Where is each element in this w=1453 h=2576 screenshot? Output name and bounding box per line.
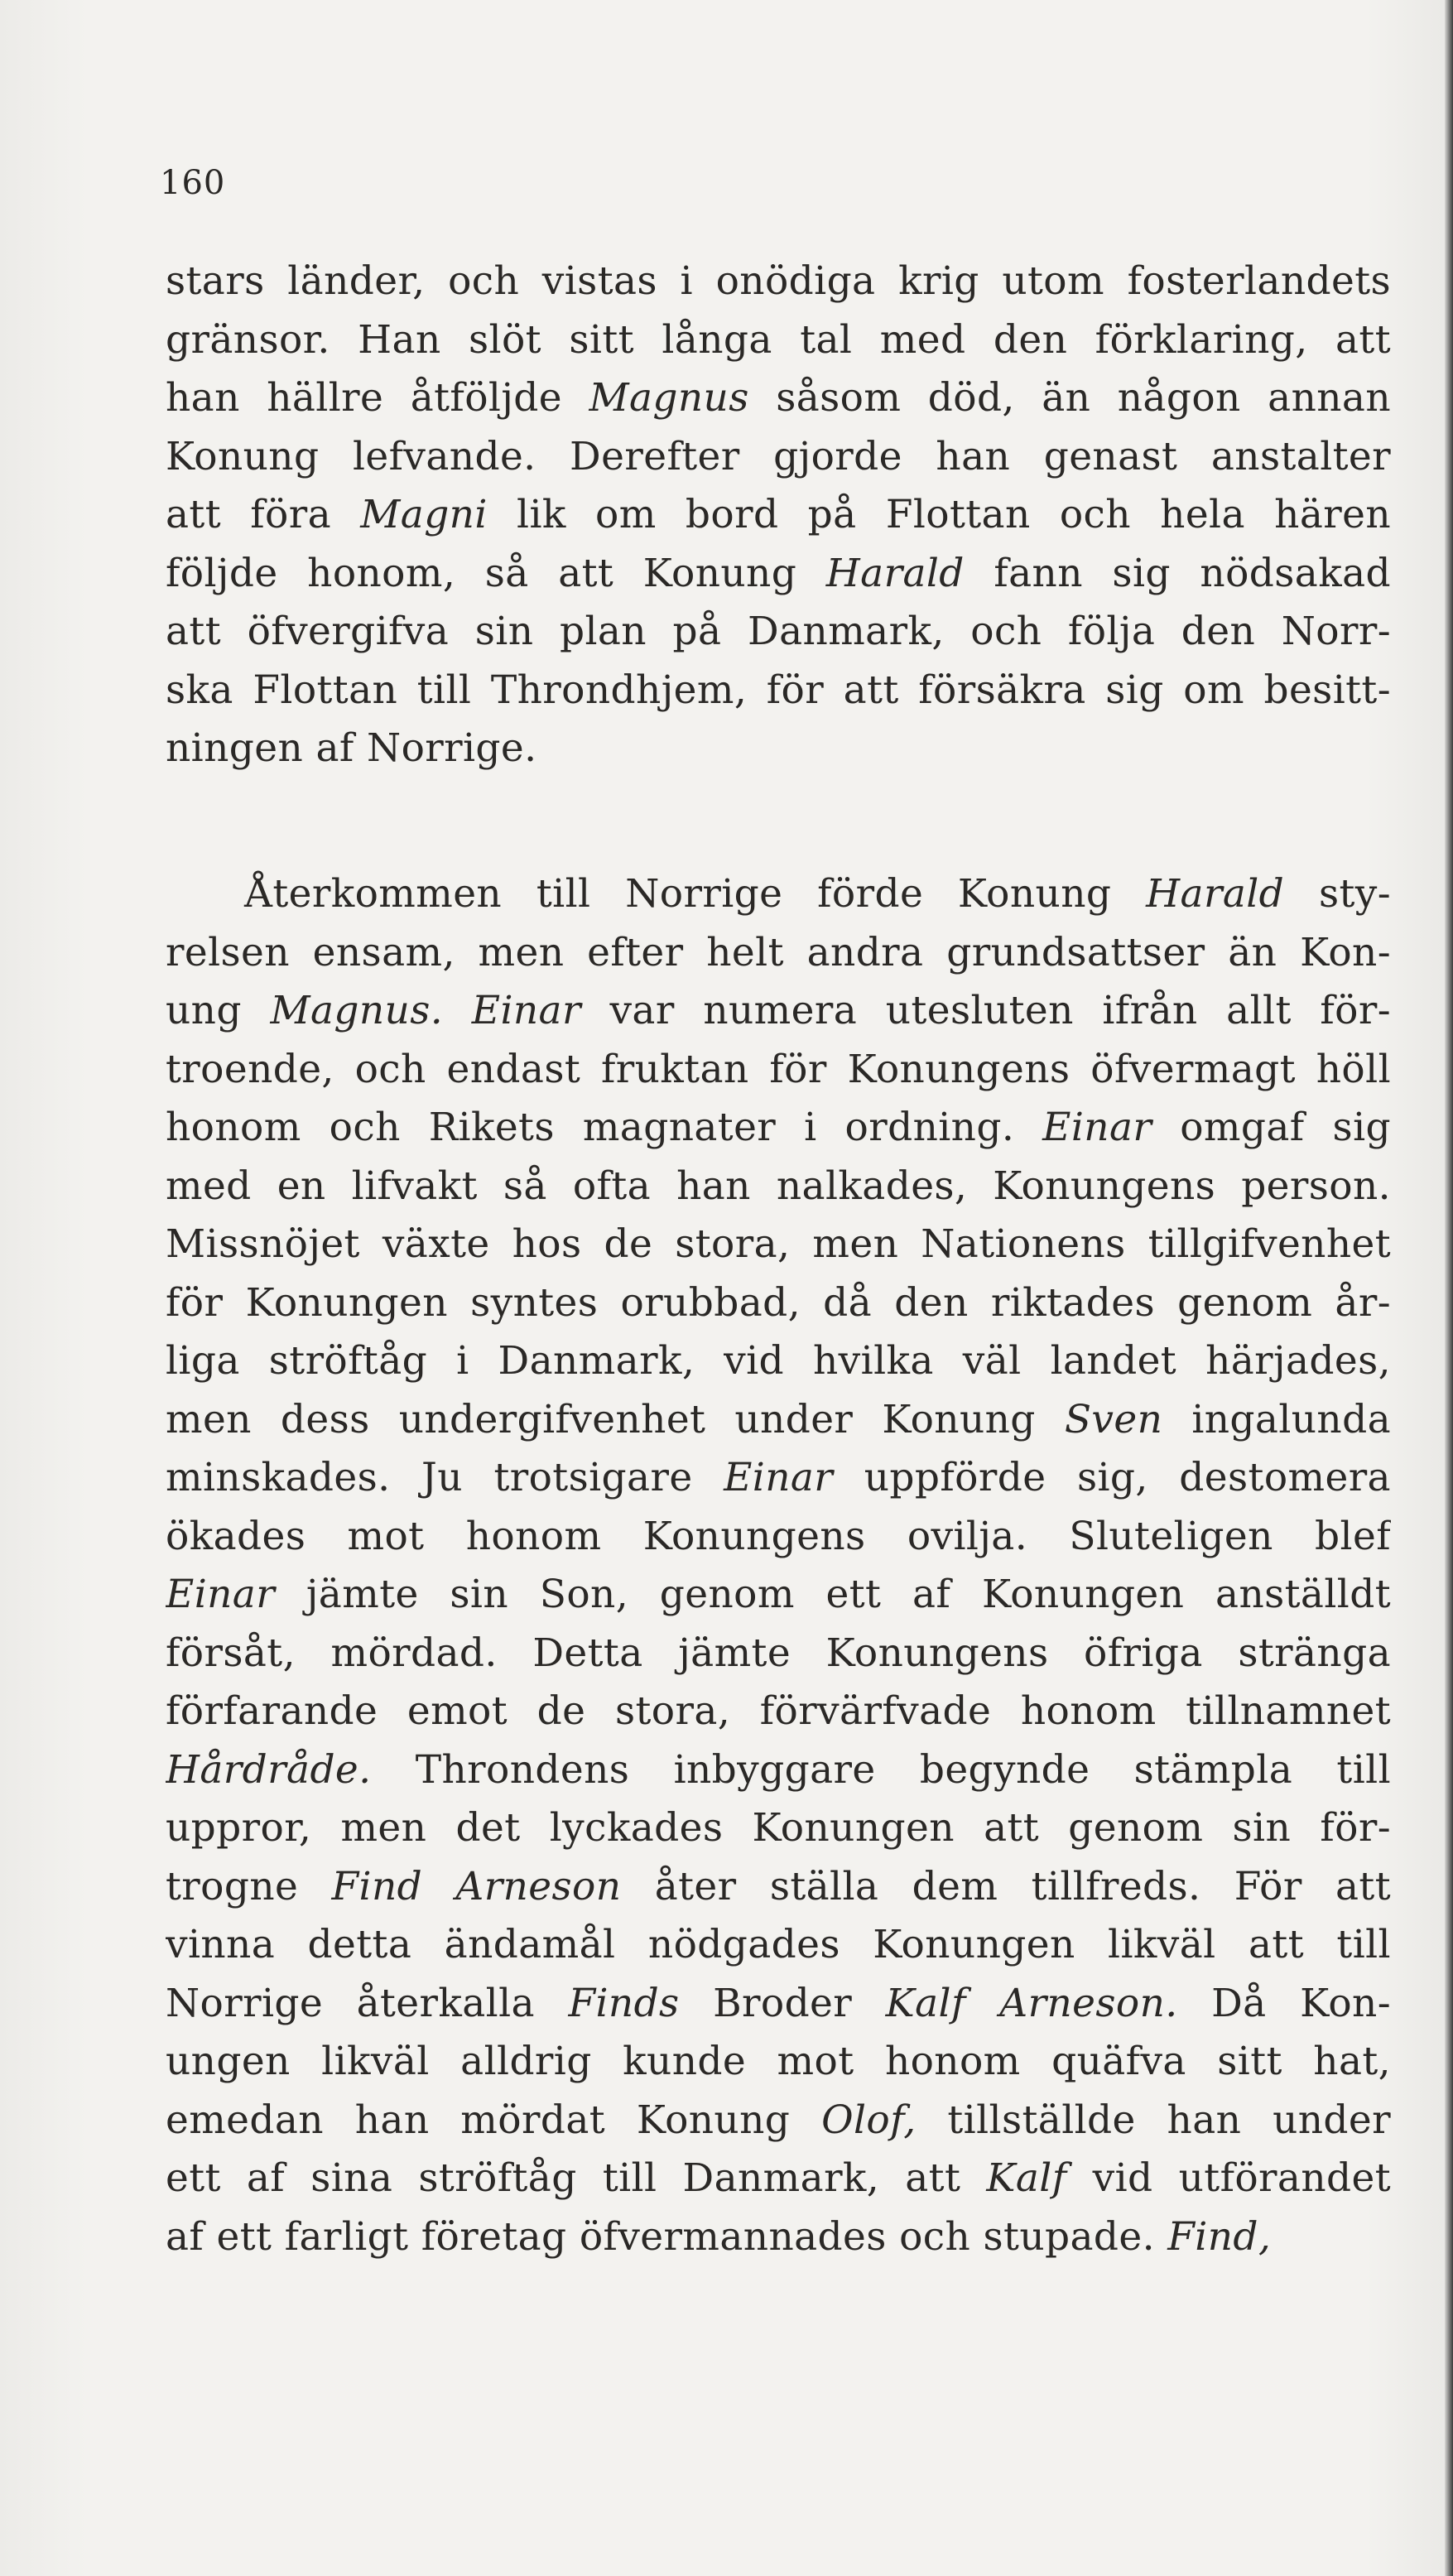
italic-run: Einar bbox=[166, 1572, 276, 1617]
text-run: Norrige återkalla bbox=[166, 1980, 569, 2026]
page-number: 160 bbox=[160, 164, 226, 202]
text-line bbox=[166, 982, 1391, 1041]
text-line bbox=[166, 2208, 1391, 2267]
text-run: åter ställa dem tillfreds. För att bbox=[621, 1863, 1391, 1909]
italic-run: Einar bbox=[724, 1455, 834, 1500]
text-run: lik om bord på Flottan och hela hären bbox=[487, 492, 1391, 537]
text-run: minskades. Ju trotsigare bbox=[166, 1455, 724, 1500]
text-run: jämte sin Son, genom ett af Konungen anställdt bbox=[275, 1572, 1391, 1617]
text-line bbox=[166, 1216, 1391, 1274]
text-run: tillställde han under bbox=[916, 2097, 1391, 2143]
text-line bbox=[166, 1508, 1391, 1567]
text-run: ung bbox=[166, 988, 271, 1033]
text-line bbox=[166, 2092, 1391, 2150]
text-run: troende, och endast fruktan för Konungens öfvermagt höll bbox=[166, 1046, 1391, 1092]
text-line bbox=[166, 1799, 1391, 1858]
italic-run: Olof, bbox=[821, 2097, 917, 2143]
text-run: Missnöjet växte hos de stora, men Nationens tillgifvenhet bbox=[166, 1221, 1391, 1267]
text-run: omgaf sig bbox=[1152, 1105, 1391, 1150]
text-line bbox=[166, 1858, 1391, 1917]
text-run: med en lifvakt så ofta han nalkades, Konungens person. bbox=[166, 1163, 1391, 1209]
text-line bbox=[166, 1274, 1391, 1333]
text-line bbox=[166, 1158, 1391, 1216]
text-run: uppförde sig, destomera bbox=[833, 1455, 1391, 1500]
text-run: trogne bbox=[166, 1863, 332, 1909]
text-run: Throndens inbyggare begynde stämpla till bbox=[371, 1746, 1391, 1793]
paragraph-2 bbox=[166, 865, 1391, 2266]
text-run: att föra bbox=[166, 492, 361, 537]
text-run: ningen af Norrige. bbox=[166, 725, 537, 771]
text-run: Återkommen till Norrige förde Konung bbox=[244, 871, 1147, 917]
text-run: han hällre åtföljde bbox=[166, 375, 589, 421]
text-line bbox=[166, 1916, 1391, 1975]
text-line bbox=[166, 545, 1391, 604]
text-line bbox=[166, 2033, 1391, 2092]
text-run: emedan han mördat Konung bbox=[166, 2097, 822, 2143]
italic-run: Einar bbox=[471, 988, 581, 1033]
text-run: Då Kon- bbox=[1177, 1980, 1391, 2026]
italic-run: Harald bbox=[825, 550, 965, 596]
text-run: relsen ensam, men efter helt andra grundsattser än Kon- bbox=[166, 929, 1391, 975]
text-run: stars länder, och vistas i onödiga krig utom fosterlandets bbox=[166, 258, 1391, 304]
text-line bbox=[166, 1332, 1391, 1391]
text-run: ska Flottan till Throndhjem, för att försäkra sig om besitt- bbox=[166, 667, 1391, 713]
text-run: Konung lefvande. Derefter gjorde han genast anstalter bbox=[166, 433, 1391, 479]
italic-run: Magni bbox=[360, 492, 488, 537]
italic-run: Harald bbox=[1146, 871, 1285, 917]
text-run: var numera utesluten ifrån allt för- bbox=[580, 988, 1391, 1033]
text-line bbox=[166, 369, 1391, 428]
italic-run: Hårdråde. bbox=[166, 1746, 372, 1793]
text-run: följde honom, så att Konung bbox=[166, 550, 826, 596]
italic-run: Find, bbox=[1167, 2213, 1272, 2260]
text-run: liga ströftåg i Danmark, vid hvilka väl landet härjades, bbox=[166, 1338, 1391, 1384]
text-line bbox=[166, 1741, 1391, 1800]
italic-run: Kalf bbox=[986, 2155, 1067, 2201]
text-line bbox=[166, 662, 1391, 720]
text-line bbox=[166, 486, 1391, 545]
text-run: ökades mot honom Konungens ovilja. Sluteligen blef bbox=[166, 1513, 1391, 1559]
text-run: ett af sina ströftåg till Danmark, att bbox=[166, 2155, 987, 2201]
text-line bbox=[166, 1041, 1391, 1100]
text-run: ingalunda bbox=[1162, 1396, 1391, 1442]
text-line bbox=[166, 2150, 1391, 2208]
italic-run: Einar bbox=[1042, 1105, 1152, 1150]
text-run: vid utförandet bbox=[1066, 2155, 1391, 2201]
text-run: för Konungen syntes orubbad, då den riktades genom år- bbox=[166, 1279, 1391, 1326]
text-run: vinna detta ändamål nödgades Konungen likväl att till bbox=[166, 1922, 1391, 1967]
page-edge-shadow bbox=[1445, 0, 1453, 2576]
text-run: försåt, mördad. Detta jämte Konungens öfriga stränga bbox=[166, 1630, 1391, 1676]
paragraph-1 bbox=[166, 253, 1391, 778]
text-run: honom och Rikets magnater i ordning. bbox=[166, 1105, 1043, 1150]
text-line bbox=[166, 1975, 1391, 2034]
italic-run: Magnus bbox=[589, 375, 749, 421]
italic-run: Magnus. bbox=[270, 988, 444, 1033]
text-line bbox=[166, 865, 1391, 924]
text-line bbox=[166, 1099, 1391, 1158]
text-line bbox=[166, 720, 1391, 778]
italic-run: Find Arneson bbox=[331, 1863, 622, 1909]
text-line bbox=[166, 311, 1391, 370]
text-line bbox=[166, 1391, 1391, 1450]
text-run: uppror, men det lyckades Konungen att genom sin för- bbox=[166, 1805, 1391, 1851]
text-run: att öfvergifva sin plan på Danmark, och följa den Norr- bbox=[166, 609, 1391, 654]
text-line bbox=[166, 428, 1391, 487]
text-run: gränsor. Han slöt sitt långa tal med den förklaring, att bbox=[166, 316, 1391, 363]
text-line bbox=[166, 924, 1391, 983]
italic-run: Sven bbox=[1064, 1396, 1163, 1442]
text-line bbox=[166, 1449, 1391, 1508]
text-run: ungen likväl alldrig kunde mot honom quäfva sitt hat, bbox=[166, 2039, 1391, 2084]
italic-run: Finds bbox=[568, 1980, 680, 2026]
text-line bbox=[166, 1566, 1391, 1625]
text-line bbox=[166, 253, 1391, 311]
text-line bbox=[166, 1625, 1391, 1683]
text-run: fann sig nödsakad bbox=[964, 550, 1391, 596]
text-line bbox=[166, 1683, 1391, 1741]
text-run: såsom död, än någon annan bbox=[748, 375, 1391, 421]
text-run bbox=[443, 988, 472, 1033]
text-run: förfarande emot de stora, förvärfvade honom tillnamnet bbox=[166, 1688, 1391, 1734]
text-run: Broder bbox=[679, 1980, 886, 2026]
text-run: af ett farligt företag öfvermannades och stupade. bbox=[166, 2213, 1168, 2260]
italic-run: Kalf Arneson. bbox=[885, 1980, 1178, 2026]
text-line bbox=[166, 603, 1391, 662]
text-run: men dess undergifvenhet under Konung bbox=[166, 1396, 1065, 1442]
text-run: sty- bbox=[1284, 871, 1391, 917]
